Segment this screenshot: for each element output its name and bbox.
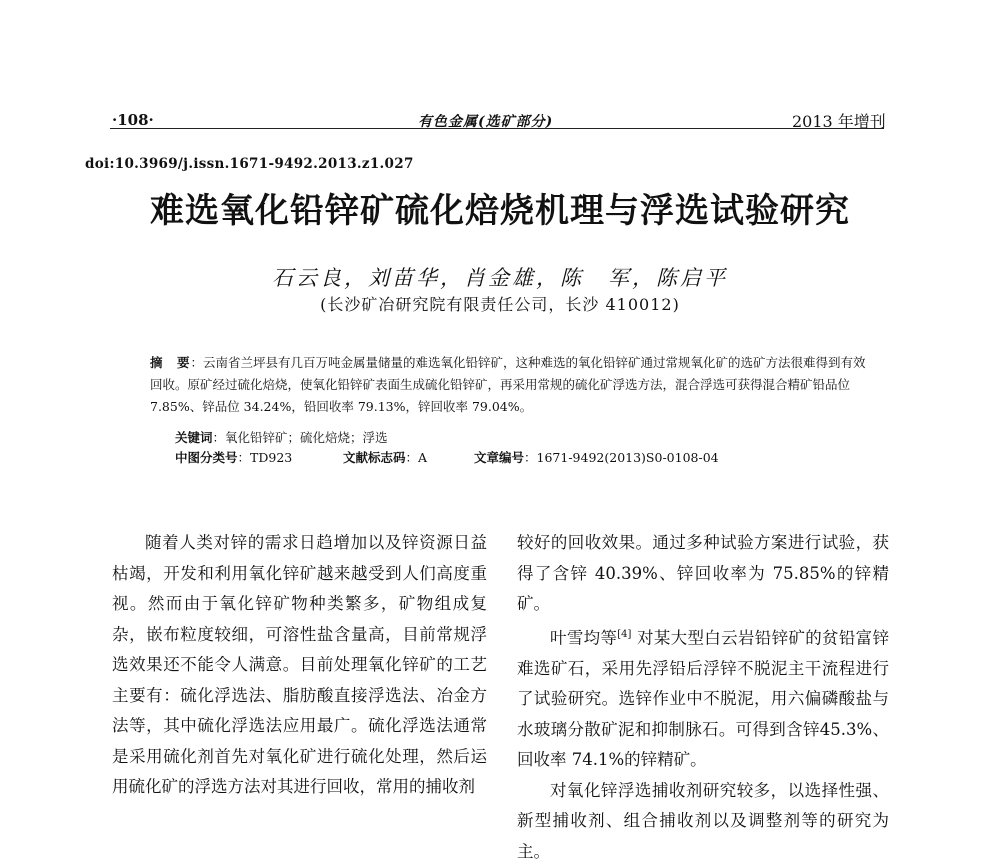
journal-name: 有色金属(选矿部分) [418,111,553,131]
page-number: ·108· [112,111,154,129]
doc-code [343,448,427,466]
article-number-label: 文章编号 [474,450,524,465]
body-paragraph: 较好的回收效果。通过多种试验方案进行试验，获得了含锌 40.39%、锌回收率为 75.85%的锌精矿。 [517,528,889,620]
doi: doi:10.3969/j.issn.1671-9492.2013.z1.027 [85,156,414,172]
body-column-left [112,528,487,803]
abstract-text: ：云南省兰坪县有几百万吨金属量储量的难选氧化铅锌矿，这种难选的氧化铅锌矿通过常规氧化矿的选矿方法很难得到有效回收。原矿经过硫化焙烧，使氧化铅锌矿表面生成硫化铅锌矿，再采用常规的硫化矿浮选方法，混合浮选可获得混合精矿铅品位 7.85%、锌品位 34.24%，铅回收率 79.13%，锌回收率 79.04%。 [150,355,866,414]
body-paragraph [517,620,889,776]
clc-label: 中图分类号 [175,450,238,465]
keywords-text: ：氧化铅锌矿；硫化焙烧；浮选 [213,430,388,445]
issue-label: 2013 年增刊 [792,109,886,132]
body-column-right [517,528,889,867]
keywords [175,428,388,446]
doc-code-label: 文献标志码 [343,450,406,465]
citation-text: 对某大型白云岩铅锌矿的贫铅富锌难选矿石，采用先浮铅后浮锌不脱泥主干流程进行了试验研究。选锌作业中不脱泥，用六偏磷酸盐与水玻璃分散矿泥和抑制脉石。可得到含锌45.3%、回收率 74.1%的锌精矿。 [517,628,889,769]
clc-number [175,448,292,466]
citation-author: 叶雪均等 [550,628,617,647]
affiliation: (长沙矿冶研究院有限责任公司，长沙 410012) [0,292,1000,315]
body-paragraph: 对氧化锌浮选捕收剂研究较多，以选择性强、新型捕收剂、组合捕收剂以及调整剂等的研究为主。 [517,776,889,867]
citation-ref: [4] [617,629,631,640]
abstract [150,352,870,418]
doc-code-value: ：A [406,450,428,465]
paper-title: 难选氧化铅锌矿硫化焙烧机理与浮选试验研究 [0,183,1000,232]
abstract-label: 摘 要 [150,355,191,370]
body-paragraph: 随着人类对锌的需求日趋增加以及锌资源日益枯竭，开发和利用氧化锌矿越来越受到人们高度重视。然而由于氧化锌矿物种类繁多，矿物组成复杂，嵌布粒度较细，可溶性盐含量高，目前常规浮选效果还不能令人满意。目前处理氧化锌矿的工艺主要有：硫化浮选法、脂肪酸直接浮选法、冶金方法等，其中硫化浮选法应用最广。硫化浮选法通常是采用硫化剂首先对氧化矿进行硫化处理，然后运用硫化矿的浮选方法对其进行回收，常用的捕收剂 [112,528,487,803]
keywords-label: 关键词 [175,430,213,445]
authors: 石云良，刘苗华，肖金雄，陈 军，陈启平 [0,262,1000,292]
clc-value: ：TD923 [238,450,293,465]
header-divider [110,128,884,129]
article-number [474,448,719,466]
article-number-value: ：1671-9492(2013)S0-0108-04 [524,450,719,465]
